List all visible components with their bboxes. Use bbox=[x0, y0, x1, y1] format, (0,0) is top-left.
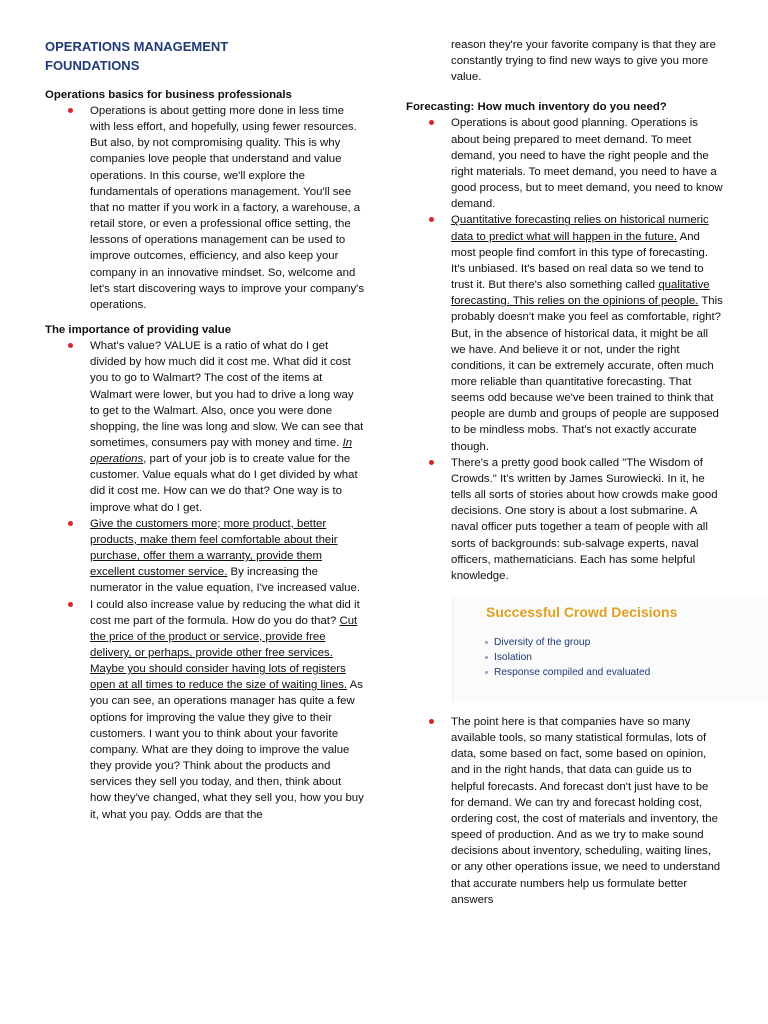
paragraph-text: By increasing the numerator in the value equation, I've increased value. bbox=[90, 566, 361, 595]
left-column bbox=[45, 37, 365, 832]
paragraph-text: What's value? VALUE is a ratio of what do I get divided by how much did it cost me. What did it cost you to go to Walmart? The cost of the items at Walmart were lower, but you had to drive a long way to get to the Walmart. Also, once you were done shopping, the line was long and slow. We can see that sometimes, consumers pay with money and time. bbox=[90, 340, 364, 449]
bullet-dot-icon bbox=[429, 719, 434, 724]
list-item bbox=[406, 212, 724, 454]
figure-item: Diversity of the group bbox=[483, 635, 650, 650]
document-title: OPERATIONS MANAGEMENT FOUNDATIONS bbox=[45, 39, 229, 73]
paragraph-text: Operations is about getting more done in less time with less effort, and hopefully, using fewer resources. But also, by not compromising quality. This is why companies love people that understand and value operations. In this course, we'll explore the fundamentals of operations management. You'll see that no matter if you work in a factory, a warehouse, a retail store, or even a professional office setting, the lessons of operations management can be used to improve outcomes, efficiency, and also keep your company in an innovative mindset. So, welcome and let's start discovering ways to improve your company's operations. bbox=[90, 105, 365, 311]
list-item bbox=[406, 455, 724, 584]
forecasting-list bbox=[406, 115, 724, 584]
paragraph-text: I could also increase value by reducing the what did it cost me part of the formula. How do you do that? bbox=[90, 598, 360, 627]
paragraph-text: This probably doesn't make you feel as comfortable, right? But, in the absence of historical data, it might be all we have. And believe it or not, under the right conditions, it can be extremely accurate, often much more reliable than quantitative forecasting. That seems odd because we've been trained to think that people are dumb and groups of people are supposed to be mindless mobs. That's not exactly accurate though. bbox=[451, 295, 723, 453]
bullet-dot-icon bbox=[68, 602, 73, 607]
underlined-text: Quantitative forecasting relies on historical numeric data to predict what will happen in the future. bbox=[451, 214, 709, 243]
paragraph-text: And most people find comfort in this type of forecasting. It's unbiased. It's based on real data so we tend to trust it. But there's also something called bbox=[451, 230, 709, 292]
list-item bbox=[45, 597, 365, 823]
paragraph-text: As you can see, an operations manager has quite a few options for improving the value they give to their customers. I want you to think about your favorite company. What are they doing to improve the value they provide you? Think about the products and services they sell you today, and then, think about how they've changed, what they sell you, how you buy it, what you pay. Odds are that the bbox=[90, 679, 364, 821]
section-heading-value: The importance of providing value bbox=[45, 324, 232, 337]
underlined-text: Give the customers more; more product, better products, make them feel comfortable about their purchase, offer them a warranty, provide them excellent customer service. bbox=[90, 517, 338, 579]
bullet-dot-icon bbox=[68, 521, 73, 526]
bullet-dot-icon bbox=[68, 108, 73, 113]
paragraph-text: Operations is about good planning. Operations is about being prepared to meet demand. To meet demand, you need to have the right people and the right materials. To meet demand, you need to have a good process, but to meet demand, you need to know demand. bbox=[451, 117, 723, 211]
bullet-dot-icon bbox=[429, 120, 434, 125]
list-item bbox=[406, 115, 724, 212]
list-item bbox=[45, 338, 365, 516]
figure-item: Response compiled and evaluated bbox=[483, 665, 650, 680]
figure-item: Isolation bbox=[483, 650, 650, 665]
bullet-dot-icon bbox=[429, 217, 434, 222]
section-heading-basics: Operations basics for business professionals bbox=[45, 89, 292, 101]
basics-list bbox=[45, 103, 365, 313]
bullet-dot-icon bbox=[429, 460, 434, 465]
underlined-text: qualitative forecasting. This relies on the opinions of people. bbox=[451, 279, 710, 308]
bullet-dot-icon bbox=[68, 343, 73, 348]
right-column bbox=[406, 37, 724, 917]
paragraph-text: The point here is that companies have so many available tools, so many statistical formulas, lots of data, some based on fact, some based on opinion, and in the right hands, that data can guide us to helpful forecasts. And forecast don't just have to be for demand. We can try and forecast holding cost, ordering cost, the cost of materials and inventory, the speed of production. And as we try to make sound decisions about inventory, scheduling, waiting lines, or any other operations issue, we need to understand that accurate numbers help us formulate better answers bbox=[451, 716, 721, 906]
section-heading-forecasting: Forecasting: How much inventory do you need? bbox=[406, 101, 667, 114]
list-item bbox=[45, 103, 365, 313]
crowd-decisions-figure bbox=[452, 596, 768, 702]
forecasting-list-continued bbox=[406, 714, 724, 908]
underlined-text: Cut the price of the product or service, provide free delivery, or perhaps, provide other free services. Maybe you should consider having lots of registers open at all times to reduce the size of waiting lines. bbox=[90, 614, 358, 692]
figure-title: Successful Crowd Decisions bbox=[486, 604, 678, 620]
list-item bbox=[406, 714, 724, 908]
continuation-text: reason they're your favorite company is that they are constantly trying to find new ways to give you more value. bbox=[451, 39, 716, 84]
paragraph-text: , part of your job is to create value for the customer. Value equals what do I get divided by what did it cost me. How can we do that? One way is to improve what do I get. bbox=[90, 453, 358, 514]
paragraph-text: There's a pretty good book called "The Wisdom of Crowds." It's written by James Surowiecki. In it, he tells all sorts of stories about how crowds make good decisions. One story is about a lost submarine. A naval officer puts together a team of people with all sorts of backgrounds: sub-salvage experts, naval officers, mathematicians. Each has some helpful knowledge. bbox=[451, 456, 718, 582]
list-item bbox=[45, 516, 365, 597]
emphasis-text: In operations bbox=[90, 436, 353, 466]
figure-list bbox=[483, 635, 650, 680]
value-list bbox=[45, 338, 365, 823]
